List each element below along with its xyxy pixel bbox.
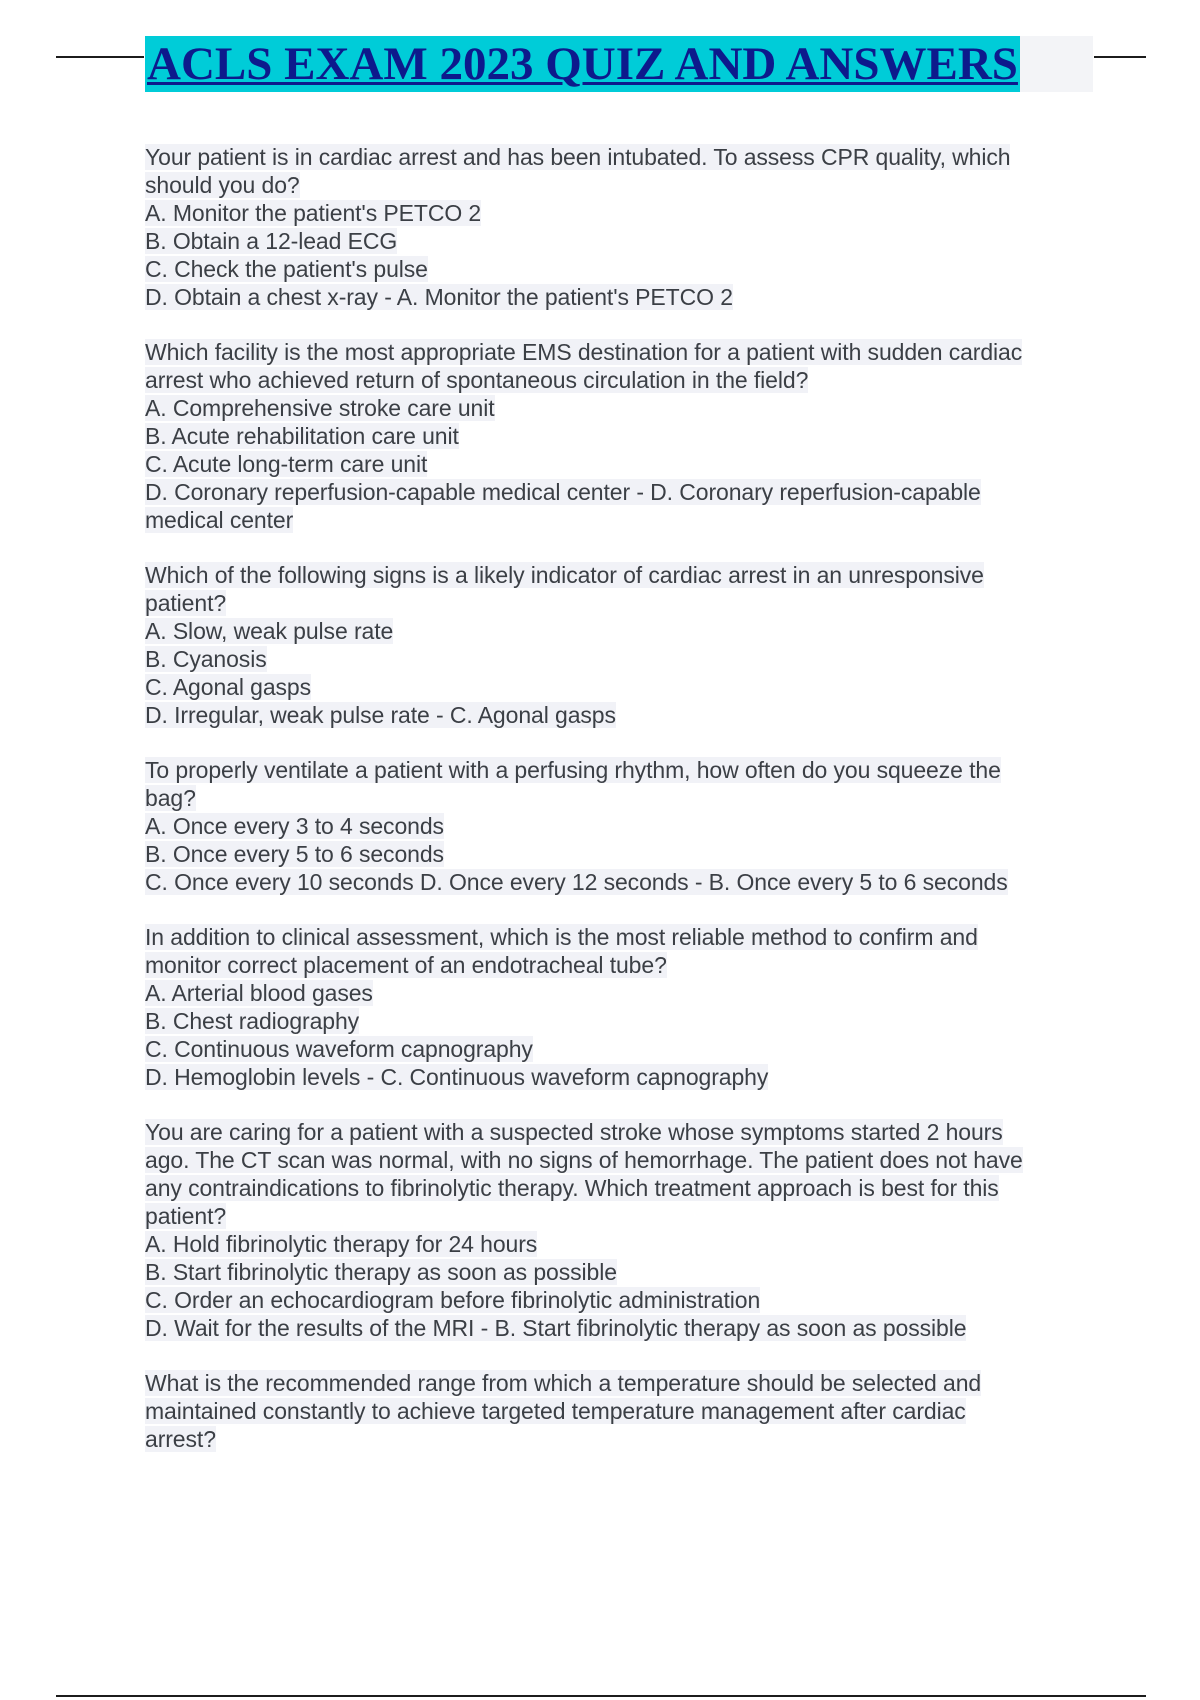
question-text-line: D. Wait for the results of the MRI - B. Start fibrinolytic therapy as soon as possible [145, 1315, 967, 1341]
question-block [145, 923, 1085, 1091]
question-line [145, 366, 1085, 394]
question-text: In addition to clinical assessment, which is the most reliable method to confirm and [145, 924, 978, 950]
question-line [145, 951, 1085, 979]
question-block [145, 1369, 1085, 1453]
question-line [145, 868, 1085, 896]
question-text-line: D. Obtain a chest x-ray - A. Monitor the patient's PETCO 2 [145, 284, 733, 310]
question-line [145, 1286, 1085, 1314]
question-text-line: B. Obtain a 12-lead ECG [145, 228, 398, 254]
question-block [145, 338, 1085, 534]
question-line [145, 450, 1085, 478]
question-line [145, 979, 1085, 1007]
question-text: Which of the following signs is a likely indicator of cardiac arrest in an unresponsive [145, 562, 984, 588]
question-line [145, 227, 1085, 255]
question-line [145, 673, 1085, 701]
question-line [145, 394, 1085, 422]
question-text-line: C. Once every 10 seconds D. Once every 12 seconds - B. Once every 5 to 6 seconds [145, 869, 1008, 895]
question-text-line: patient? [145, 1203, 227, 1229]
question-line [145, 756, 1085, 784]
question-text: What is the recommended range from which a temperature should be selected and [145, 1370, 982, 1396]
question-text: Your patient is in cardiac arrest and has been intubated. To assess CPR quality, which [145, 144, 1011, 170]
question-line [145, 1314, 1085, 1342]
question-line [145, 283, 1085, 311]
question-text-line: C. Check the patient's pulse [145, 256, 428, 282]
question-text-line: should you do? [145, 172, 300, 198]
question-line [145, 840, 1085, 868]
question-line [145, 506, 1085, 534]
question-line [145, 1425, 1085, 1453]
question-line [145, 1369, 1085, 1397]
question-text-line: B. Chest radiography [145, 1008, 360, 1034]
question-text-line: B. Acute rehabilitation care unit [145, 423, 459, 449]
question-line [145, 561, 1085, 589]
question-line [145, 255, 1085, 283]
question-text-line: B. Start fibrinolytic therapy as soon as possible [145, 1259, 617, 1285]
question-line [145, 1007, 1085, 1035]
question-line [145, 199, 1085, 227]
question-text-line: A. Slow, weak pulse rate [145, 618, 394, 644]
question-text-line: D. Coronary reperfusion-capable medical center - D. Coronary reperfusion-capable [145, 479, 981, 505]
question-line [145, 1202, 1085, 1230]
question-line [145, 422, 1085, 450]
question-text-line: patient? [145, 590, 227, 616]
question-block [145, 756, 1085, 896]
question-line [145, 1146, 1085, 1174]
question-text-line: C. Acute long-term care unit [145, 451, 428, 477]
question-text-line: A. Hold fibrinolytic therapy for 24 hours [145, 1231, 538, 1257]
question-text-line: A. Once every 3 to 4 seconds [145, 813, 444, 839]
question-line [145, 701, 1085, 729]
question-text-line: monitor correct placement of an endotracheal tube? [145, 952, 667, 978]
question-line [145, 1063, 1085, 1091]
header-rule-right [1094, 56, 1146, 58]
question-text-line: A. Comprehensive stroke care unit [145, 395, 495, 421]
question-text-line: A. Monitor the patient's PETCO 2 [145, 200, 482, 226]
footer-rule [56, 1695, 1146, 1697]
question-text-line: medical center [145, 507, 294, 533]
question-text-line: D. Irregular, weak pulse rate - C. Agonal gasps [145, 702, 616, 728]
question-text-line: maintained constantly to achieve targeted temperature management after cardiac [145, 1398, 966, 1424]
question-text-line: B. Cyanosis [145, 646, 267, 672]
question-line [145, 171, 1085, 199]
question-line [145, 338, 1085, 366]
question-line [145, 812, 1085, 840]
question-text-line: A. Arterial blood gases [145, 980, 373, 1006]
question-line [145, 1258, 1085, 1286]
question-text-line: any contraindications to fibrinolytic therapy. Which treatment approach is best for this [145, 1175, 999, 1201]
question-text: You are caring for a patient with a suspected stroke whose symptoms started 2 hours [145, 1119, 1003, 1145]
question-line [145, 784, 1085, 812]
question-text-line: D. Hemoglobin levels - C. Continuous waveform capnography [145, 1064, 769, 1090]
quiz-content [145, 143, 1085, 1480]
page-title: ACLS EXAM 2023 QUIZ AND ANSWERS [147, 38, 1018, 90]
question-text-line: ago. The CT scan was normal, with no signs of hemorrhage. The patient does not have [145, 1147, 1023, 1173]
question-line [145, 589, 1085, 617]
question-line [145, 1174, 1085, 1202]
question-text-line: C. Agonal gasps [145, 674, 312, 700]
question-text-line: B. Once every 5 to 6 seconds [145, 841, 444, 867]
question-text-line: C. Order an echocardiogram before fibrinolytic administration [145, 1287, 761, 1313]
question-text: To properly ventilate a patient with a perfusing rhythm, how often do you squeeze the [145, 757, 1001, 783]
question-line [145, 1035, 1085, 1063]
question-block [145, 143, 1085, 311]
question-line [145, 617, 1085, 645]
question-line [145, 1118, 1085, 1146]
question-block [145, 561, 1085, 729]
question-text-line: arrest? [145, 1426, 216, 1452]
question-block [145, 1118, 1085, 1342]
question-text-line: arrest who achieved return of spontaneous circulation in the field? [145, 367, 809, 393]
question-line [145, 923, 1085, 951]
question-text-line: bag? [145, 785, 196, 811]
question-line [145, 143, 1085, 171]
question-text: Which facility is the most appropriate EMS destination for a patient with sudden cardiac [145, 339, 1023, 365]
question-line [145, 1397, 1085, 1425]
question-line [145, 645, 1085, 673]
header-rule-left [56, 56, 144, 58]
question-text-line: C. Continuous waveform capnography [145, 1036, 533, 1062]
question-line [145, 478, 1085, 506]
question-line [145, 1230, 1085, 1258]
